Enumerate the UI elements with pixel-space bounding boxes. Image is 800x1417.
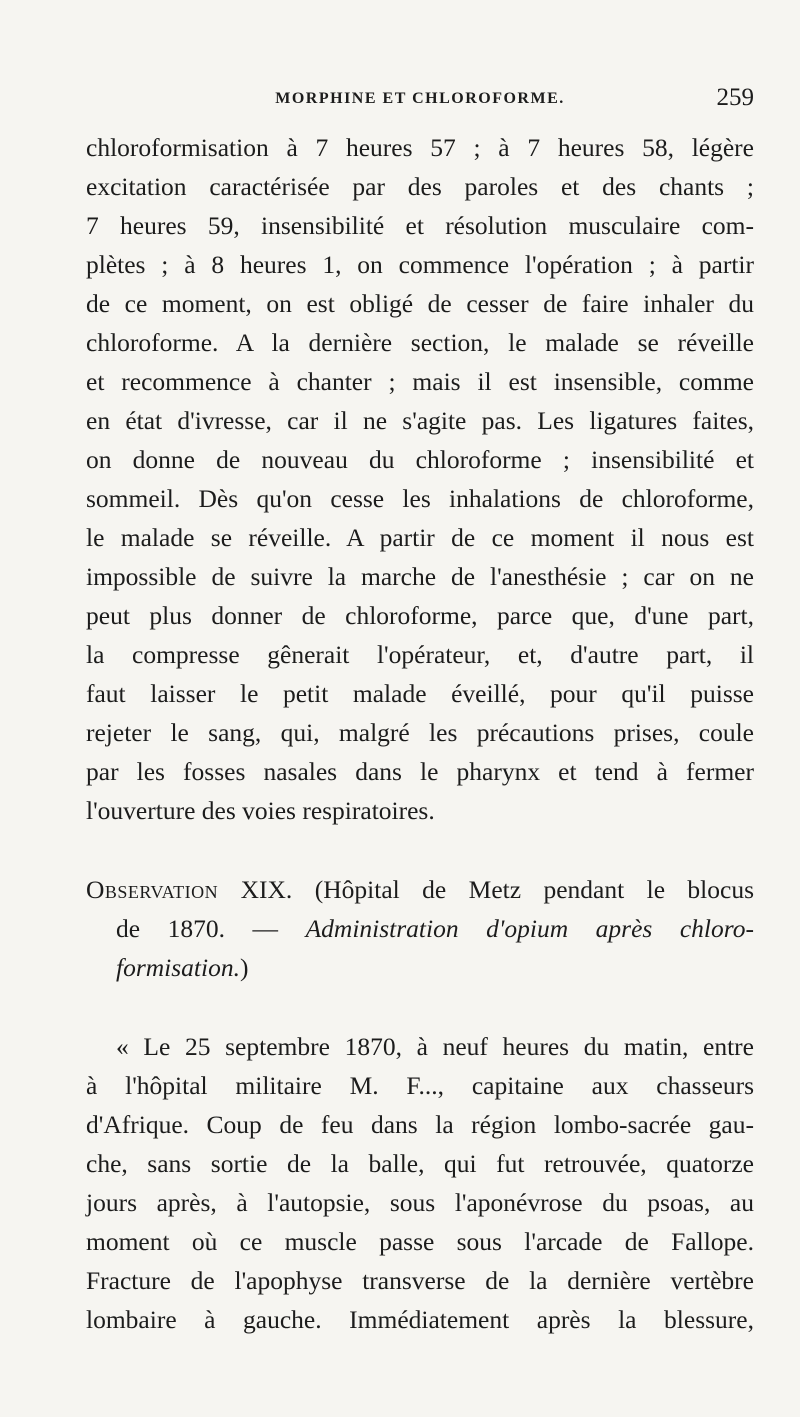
- text-line: lombaire à gauche. Immédiatement après la blessure,: [86, 1305, 754, 1334]
- page-number: 259: [716, 84, 754, 111]
- text-line: plètes ; à 8 heures 1, on commence l'opération ; à partir: [86, 250, 754, 279]
- text-line: chloroformisation à 7 heures 57 ; à 7 heures 58, légère: [86, 133, 754, 162]
- paragraph-gap: [86, 987, 754, 1027]
- text-line: peut plus donner de chloroforme, parce que, d'une part,: [86, 601, 754, 630]
- text-line: à l'hôpital militaire M. F..., capitaine aux chasseurs: [86, 1071, 754, 1100]
- text-line: le malade se réveille. A partir de ce moment il nous est: [86, 523, 754, 552]
- observation-heading: [86, 870, 754, 987]
- text-line: che, sans sortie de la balle, qui fut retrouvée, quatorze: [86, 1149, 754, 1178]
- observation-heading-line: [86, 870, 754, 909]
- text-line: rejeter le sang, qui, malgré les précautions prises, coule: [86, 718, 754, 747]
- text-line: et recommence à chanter ; mais il est insensible, comme: [86, 367, 754, 396]
- text-line: la compresse gênerait l'opérateur, et, d'autre part, il: [86, 640, 754, 669]
- text-line: 7 heures 59, insensibilité et résolution musculaire com-: [86, 211, 754, 240]
- text-line: en état d'ivresse, car il ne s'agite pas. Les ligatures faites,: [86, 406, 754, 435]
- observation-heading-line: [86, 948, 754, 987]
- observation-subject: Administration d'opium après chloro-: [305, 914, 754, 943]
- text-line: on donne de nouveau du chloroforme ; insensibilité et: [86, 445, 754, 474]
- observation-label: Observation: [86, 875, 219, 904]
- text-line: d'Afrique. Coup de feu dans la région lombo-sacrée gau-: [86, 1110, 754, 1139]
- text-line: moment où ce muscle passe sous l'arcade de Fallope.: [86, 1227, 754, 1256]
- running-title: MORPHINE ET CHLOROFORME.: [275, 90, 565, 107]
- body-text: [86, 128, 754, 1339]
- observation-subject-end: formisation.: [116, 953, 240, 982]
- observation-location: (Hôpital de Metz pendant le blocus: [314, 875, 755, 904]
- text-line: de ce moment, on est obligé de cesser de faire inhaler du: [86, 289, 754, 318]
- paragraph-gap: [86, 830, 754, 870]
- text-line: impossible de suivre la marche de l'anesthésie ; car on ne: [86, 562, 754, 591]
- observation-closing-paren: ): [239, 953, 249, 982]
- text-line: chloroforme. A la dernière section, le malade se réveille: [86, 328, 754, 357]
- text-line: « Le 25 septembre 1870, à neuf heures du matin, entre: [116, 1032, 754, 1061]
- case-paragraph: [86, 1027, 754, 1339]
- text-line: excitation caractérisée par des paroles et des chants ;: [86, 172, 754, 201]
- text-line: faut laisser le petit malade éveillé, pour qu'il puisse: [86, 679, 754, 708]
- paragraph-continuation: [86, 128, 754, 830]
- observation-heading-line: [86, 909, 754, 948]
- text-line: l'ouverture des voies respiratoires.: [86, 796, 435, 825]
- text-line: sommeil. Dès qu'on cesse les inhalations de chloroforme,: [86, 484, 754, 513]
- text-line: Fracture de l'apophyse transverse de la dernière vertèbre: [86, 1266, 754, 1295]
- observation-number: XIX.: [240, 875, 293, 904]
- text-line: jours après, à l'autopsie, sous l'aponévrose du psoas, au: [86, 1188, 754, 1217]
- page-header: [86, 84, 754, 116]
- text-line: par les fosses nasales dans le pharynx et tend à fermer: [86, 757, 754, 786]
- observation-year: de 1870. —: [116, 914, 306, 943]
